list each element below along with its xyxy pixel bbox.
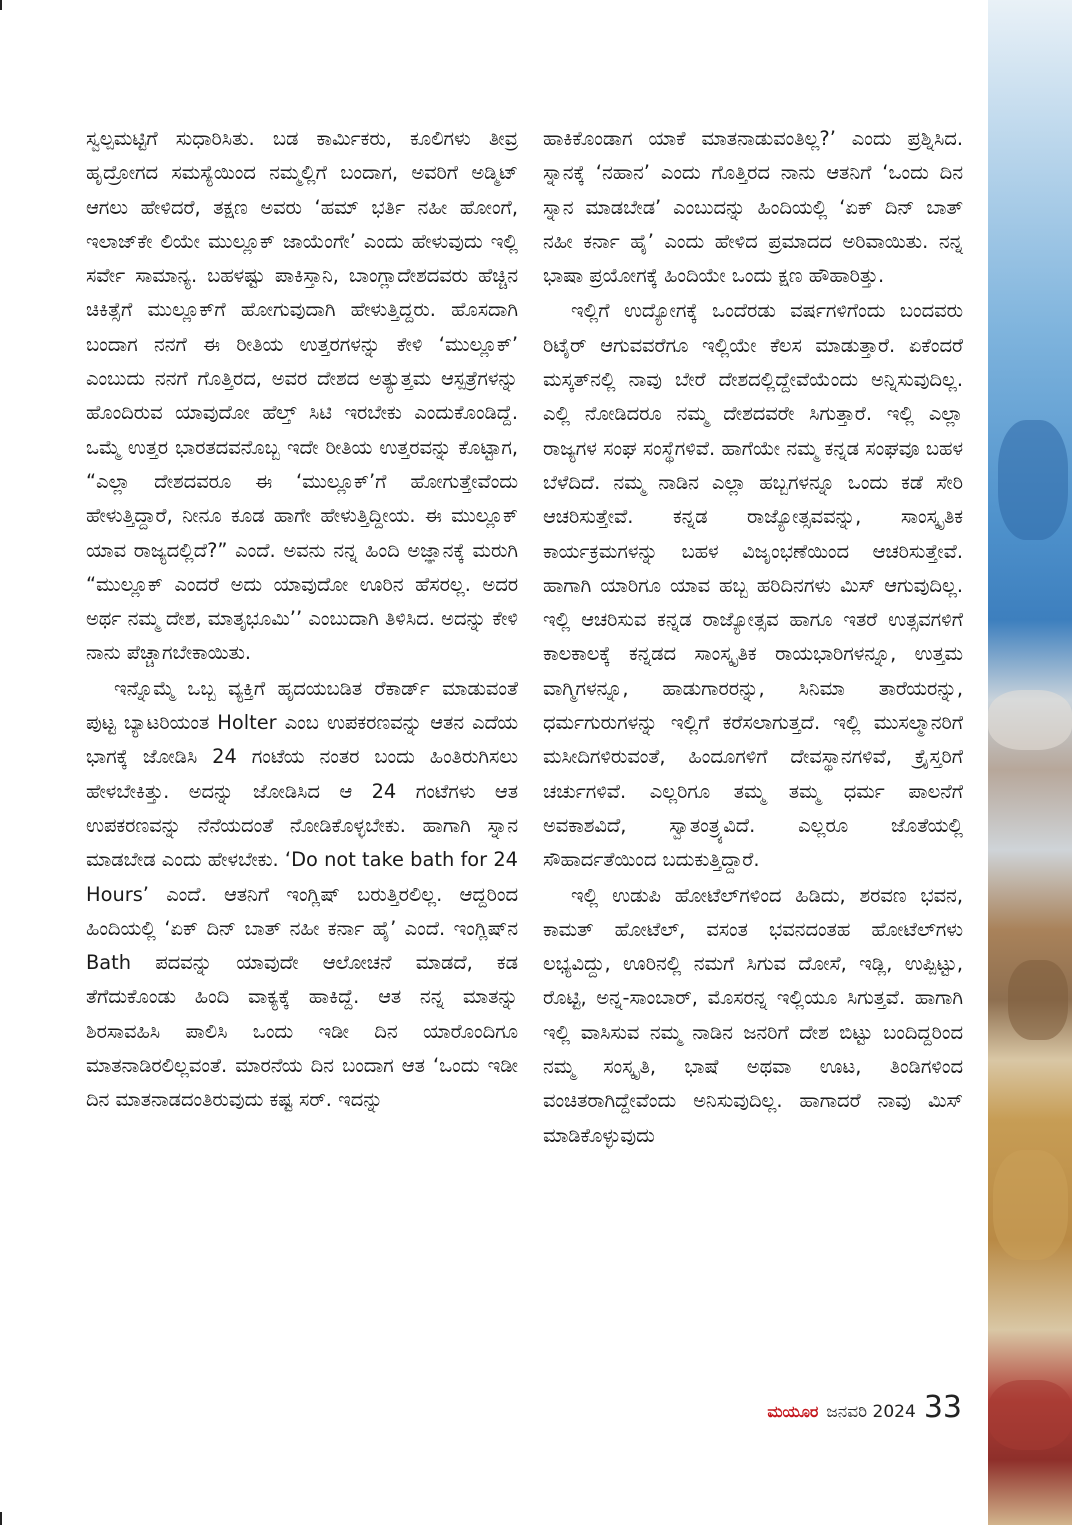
decorative-painting-strip (988, 0, 1072, 1525)
paragraph: ಇನ್ನೊಮ್ಮೆ ಒಬ್ಬ ವ್ಯಕ್ತಿಗೆ ಹೃದಯಬಡಿತ ರೆಕಾರ್ಡ್ ಮಾಡುವಂತೆ ಪುಟ್ಟ ಬ್ಯಾಟರಿಯಂತ Holter ಎಂಬ ಉಪಕರಣವನ್ನು ಆತನ ಎದೆಯ ಭಾಗಕ್ಕೆ ಜೋಡಿಸಿ 24 ಗಂಟೆಯ ನಂತರ ಬಂದು ಹಿಂತಿರುಗಿಸಲು ಹೇಳಬೇಕಿತ್ತು. ಅದನ್ನು ಜೋಡಿಸಿದ ಆ 24 ಗಂಟೆಗಳು ಆತ ಉಪಕರಣವನ್ನು ನೆನೆಯದಂತೆ ನೋಡಿಕೊಳ್ಳಬೇಕು. ಹಾಗಾಗಿ ಸ್ನಾನ ಮಾಡಬೇಡ ಎಂದು ಹೇಳಬೇಕು. ‘Do not take bath for 24 Hours’ ಎಂದೆ. ಆತನಿಗೆ ಇಂಗ್ಲಿಷ್ ಬರುತ್ತಿರಲಿಲ್ಲ. ಆದ್ದರಿಂದ ಹಿಂದಿಯಲ್ಲಿ ‘ಏಕ್ ದಿನ್ ಬಾತ್ ನಹೀ ಕರ್ನಾ ಹೈ’ ಎಂದೆ. ಇಂಗ್ಲಿಷ್‌ನ Bath ಪದವನ್ನು ಯಾವುದೇ ಆಲೋಚನೆ ಮಾಡದೆ, ಕಡ ತೆಗೆದುಕೊಂಡು ಹಿಂದಿ ವಾಕ್ಯಕ್ಕೆ ಹಾಕಿದ್ದೆ. ಆತ ನನ್ನ ಮಾತನ್ನು ಶಿರಸಾವಹಿಸಿ ಪಾಲಿಸಿ ಒಂದು ಇಡೀ ದಿನ ಯಾರೊಂದಿಗೂ ಮಾತನಾಡಿರಲಿಲ್ಲವಂತೆ. ಮಾರನೆಯ ದಿನ ಬಂದಾಗ ಆತ ‘ಒಂದು ಇಡೀ ದಿನ ಮಾತನಾಡದಂತಿರುವುದು ಕಷ್ಟ ಸರ್. ಇದನ್ನು (86, 676, 518, 1112)
issue-date: ಜನವರಿ 2024 (826, 1402, 916, 1422)
crop-mark-top-left (0, 0, 2, 10)
paragraph: ಹಾಕಿಕೊಂಡಾಗ ಯಾಕೆ ಮಾತನಾಡುವಂತಿಲ್ಲ?’ ಎಂದು ಪ್ರಶ್ನಿಸಿದ. ಸ್ನಾನಕ್ಕೆ ‘ನಹಾನ’ ಎಂದು ಗೊತ್ತಿರದ ನಾನು ಆತನಿಗೆ ‘ಒಂದು ದಿನ ಸ್ನಾನ ಮಾಡಬೇಡ’ ಎಂಬುದನ್ನು ಹಿಂದಿಯಲ್ಲಿ ‘ಏಕ್ ದಿನ್ ಬಾತ್ ನಹೀ ಕರ್ನಾ ಹೈ’ ಎಂದು ಹೇಳಿದ ಪ್ರಮಾದದ ಅರಿವಾಯಿತು. ನನ್ನ ಭಾಷಾ ಪ್ರಯೋಗಕ್ಕೆ ಹಿಂದಿಯೇ ಒಂದು ಕ್ಷಣ ಹೌಹಾರಿತ್ತು. (543, 127, 963, 288)
article-column-right (543, 122, 963, 1153)
magazine-brand: ಮಯೂರ (767, 1402, 819, 1421)
paragraph: ಇಲ್ಲಿ ಉಡುಪಿ ಹೋಟೆಲ್‌ಗಳಿಂದ ಹಿಡಿದು, ಶರವಣ ಭವನ, ಕಾಮತ್ ಹೋಟೆಲ್, ವಸಂತ ಭವನದಂತಹ ಹೋಟೆಲ್‌ಗಳು ಲಭ್ಯವಿದ್ದು, ಊರಿನಲ್ಲಿ ನಮಗೆ ಸಿಗುವ ದೋಸೆ, ಇಡ್ಲಿ, ಉಪ್ಪಿಟ್ಟು, ರೊಟ್ಟಿ, ಅನ್ನ-ಸಾಂಬಾರ್, ಮೊಸರನ್ನ ಇಲ್ಲಿಯೂ ಸಿಗುತ್ತವೆ. ಹಾಗಾಗಿ ಇಲ್ಲಿ ವಾಸಿಸುವ ನಮ್ಮ ನಾಡಿನ ಜನರಿಗೆ ದೇಶ ಬಿಟ್ಟು ಬಂದಿದ್ದರಿಂದ ನಮ್ಮ ಸಂಸ್ಕೃತಿ, ಭಾಷೆ ಅಥವಾ ಊಟ, ತಿಂಡಿಗಳಿಂದ ವಂಚಿತರಾಗಿದ್ದೇವೆಂದು ಅನಿಸುವುದಿಲ್ಲ. ಹಾಗಾದರೆ ನಾವು ಮಿಸ್ ಮಾಡಿಕೊಳ್ಳುವುದು (543, 883, 963, 1147)
page-footer (767, 1390, 962, 1425)
paragraph: ಸ್ವಲ್ಪಮಟ್ಟಿಗೆ ಸುಧಾರಿಸಿತು. ಬಡ ಕಾರ್ಮಿಕರು, ಕೂಲಿಗಳು ತೀವ್ರ ಹೃದ್ರೋಗದ ಸಮಸ್ಯೆಯಿಂದ ನಮ್ಮಲ್ಲಿಗೆ ಬಂದಾಗ, ಅವರಿಗೆ ಅಡ್ಮಿಟ್ ಆಗಲು ಹೇಳಿದರೆ, ತಕ್ಷಣ ಅವರು ‘ಹಮ್ ಭರ್ತಿ ನಹೀ ಹೋಂಗೆ, ಇಲಾಜ್‌ಕೇ ಲಿಯೇ ಮುಲ್ಲೂಕ್ ಜಾಯೆಂಗೇ’ ಎಂದು ಹೇಳುವುದು ಇಲ್ಲಿ ಸರ್ವೇ ಸಾಮಾನ್ಯ. ಬಹಳಷ್ಟು ಪಾಕಿಸ್ತಾನಿ, ಬಾಂಗ್ಲಾದೇಶದವರು ಹೆಚ್ಚಿನ ಚಿಕಿತ್ಸೆಗೆ ಮುಲ್ಲೂಕ್‌ಗೆ ಹೋಗುವುದಾಗಿ ಹೇಳುತ್ತಿದ್ದರು. ಹೊಸದಾಗಿ ಬಂದಾಗ ನನಗೆ ಈ ರೀತಿಯ ಉತ್ತರಗಳನ್ನು ಕೇಳಿ ‘ಮುಲ್ಲೂಕ್’ ಎಂಬುದು ನನಗೆ ಗೊತ್ತಿರದ, ಅವರ ದೇಶದ ಅತ್ಯುತ್ತಮ ಆಸ್ಪತ್ರೆಗಳನ್ನು ಹೊಂದಿರುವ ಯಾವುದೋ ಹೆಲ್ತ್ ಸಿಟಿ ಇರಬೇಕು ಎಂದುಕೊಂಡಿದ್ದೆ. ಒಮ್ಮೆ ಉತ್ತರ ಭಾರತದವನೊಬ್ಬ ಇದೇ ರೀತಿಯ ಉತ್ತರವನ್ನು ಕೊಟ್ಟಾಗ, “ಎಲ್ಲಾ ದೇಶದವರೂ ಈ ‘ಮುಲ್ಲೂಕ್’ಗೆ ಹೋಗುತ್ತೇವೆಂದು ಹೇಳುತ್ತಿದ್ದಾರೆ, ನೀನೂ ಕೂಡ ಹಾಗೇ ಹೇಳುತ್ತಿದ್ದೀಯ. ಈ ಮುಲ್ಲೂಕ್ ಯಾವ ರಾಜ್ಯದಲ್ಲಿದೆ?” ಎಂದೆ. ಅವನು ನನ್ನ ಹಿಂದಿ ಅಜ್ಞಾನಕ್ಕೆ ಮರುಗಿ “ಮುಲ್ಲೂಕ್ ಎಂದರೆ ಅದು ಯಾವುದೋ ಊರಿನ ಹೆಸರಲ್ಲ. ಅದರ ಅರ್ಥ ನಮ್ಮ ದೇಶ, ಮಾತೃಭೂಮಿ’’ ಎಂಬುದಾಗಿ ತಿಳಿಸಿದ. ಅದನ್ನು ಕೇಳಿ ನಾನು ಪೆಚ್ಚಾಗಬೇಕಾಯಿತು. (86, 127, 518, 665)
page-number: 33 (923, 1390, 962, 1425)
paragraph: ಇಲ್ಲಿಗೆ ಉದ್ಯೋಗಕ್ಕೆ ಒಂದೆರಡು ವರ್ಷಗಳಿಗೆಂದು ಬಂದವರು ರಿಟೈರ್ ಆಗುವವರೆಗೂ ಇಲ್ಲಿಯೇ ಕೆಲಸ ಮಾಡುತ್ತಾರೆ. ಏಕೆಂದರೆ ಮಸ್ಕತ್‌ನಲ್ಲಿ ನಾವು ಬೇರೆ ದೇಶದಲ್ಲಿದ್ದೇವೆಯೆಂದು ಅನ್ನಿಸುವುದಿಲ್ಲ. ಎಲ್ಲಿ ನೋಡಿದರೂ ನಮ್ಮ ದೇಶದವರೇ ಸಿಗುತ್ತಾರೆ. ಇಲ್ಲಿ ಎಲ್ಲಾ ರಾಜ್ಯಗಳ ಸಂಘ ಸಂಸ್ಥೆಗಳಿವೆ. ಹಾಗೆಯೇ ನಮ್ಮ ಕನ್ನಡ ಸಂಘವೂ ಬಹಳ ಬೆಳೆದಿದೆ. ನಮ್ಮ ನಾಡಿನ ಎಲ್ಲಾ ಹಬ್ಬಗಳನ್ನೂ ಒಂದು ಕಡೆ ಸೇರಿ ಆಚರಿಸುತ್ತೇವೆ. ಕನ್ನಡ ರಾಜ್ಯೋತ್ಸವವನ್ನು, ಸಾಂಸ್ಕೃತಿಕ ಕಾರ್ಯಕ್ರಮಗಳನ್ನು ಬಹಳ ವಿಜೃಂಭಣೆಯಿಂದ ಆಚರಿಸುತ್ತೇವೆ. ಹಾಗಾಗಿ ಯಾರಿಗೂ ಯಾವ ಹಬ್ಬ ಹರಿದಿನಗಳು ಮಿಸ್ ಆಗುವುದಿಲ್ಲ. ಇಲ್ಲಿ ಆಚರಿಸುವ ಕನ್ನಡ ರಾಜ್ಯೋತ್ಸವ ಹಾಗೂ ಇತರೆ ಉತ್ಸವಗಳಿಗೆ ಕಾಲಕಾಲಕ್ಕೆ ಕನ್ನಡದ ಸಾಂಸ್ಕೃತಿಕ ರಾಯಭಾರಿಗಳನ್ನೂ, ಉತ್ತಮ ವಾಗ್ಮಿಗಳನ್ನೂ, ಹಾಡುಗಾರರನ್ನು, ಸಿನಿಮಾ ತಾರೆಯರನ್ನು, ಧರ್ಮಗುರುಗಳನ್ನು ಇಲ್ಲಿಗೆ ಕರೆಸಲಾಗುತ್ತದೆ. ಇಲ್ಲಿ ಮುಸಲ್ಮಾನರಿಗೆ ಮಸೀದಿಗಳಿರುವಂತೆ, ಹಿಂದೂಗಳಿಗೆ ದೇವಸ್ಥಾನಗಳಿವೆ, ಕ್ರೈಸ್ತರಿಗೆ ಚರ್ಚುಗಳಿವೆ. ಎಲ್ಲರಿಗೂ ತಮ್ಮ ತಮ್ಮ ಧರ್ಮ ಪಾಲನೆಗೆ ಅವಕಾಶವಿದೆ, ಸ್ವಾತಂತ್ರ್ಯವಿದೆ. ಎಲ್ಲರೂ ಜೊತೆಯಲ್ಲಿ ಸೌಹಾರ್ದತೆಯಿಂದ ಬದುಕುತ್ತಿದ್ದಾರೆ. (543, 299, 963, 872)
article-column-left (86, 122, 518, 1118)
crop-mark-bottom-left (0, 1512, 2, 1525)
